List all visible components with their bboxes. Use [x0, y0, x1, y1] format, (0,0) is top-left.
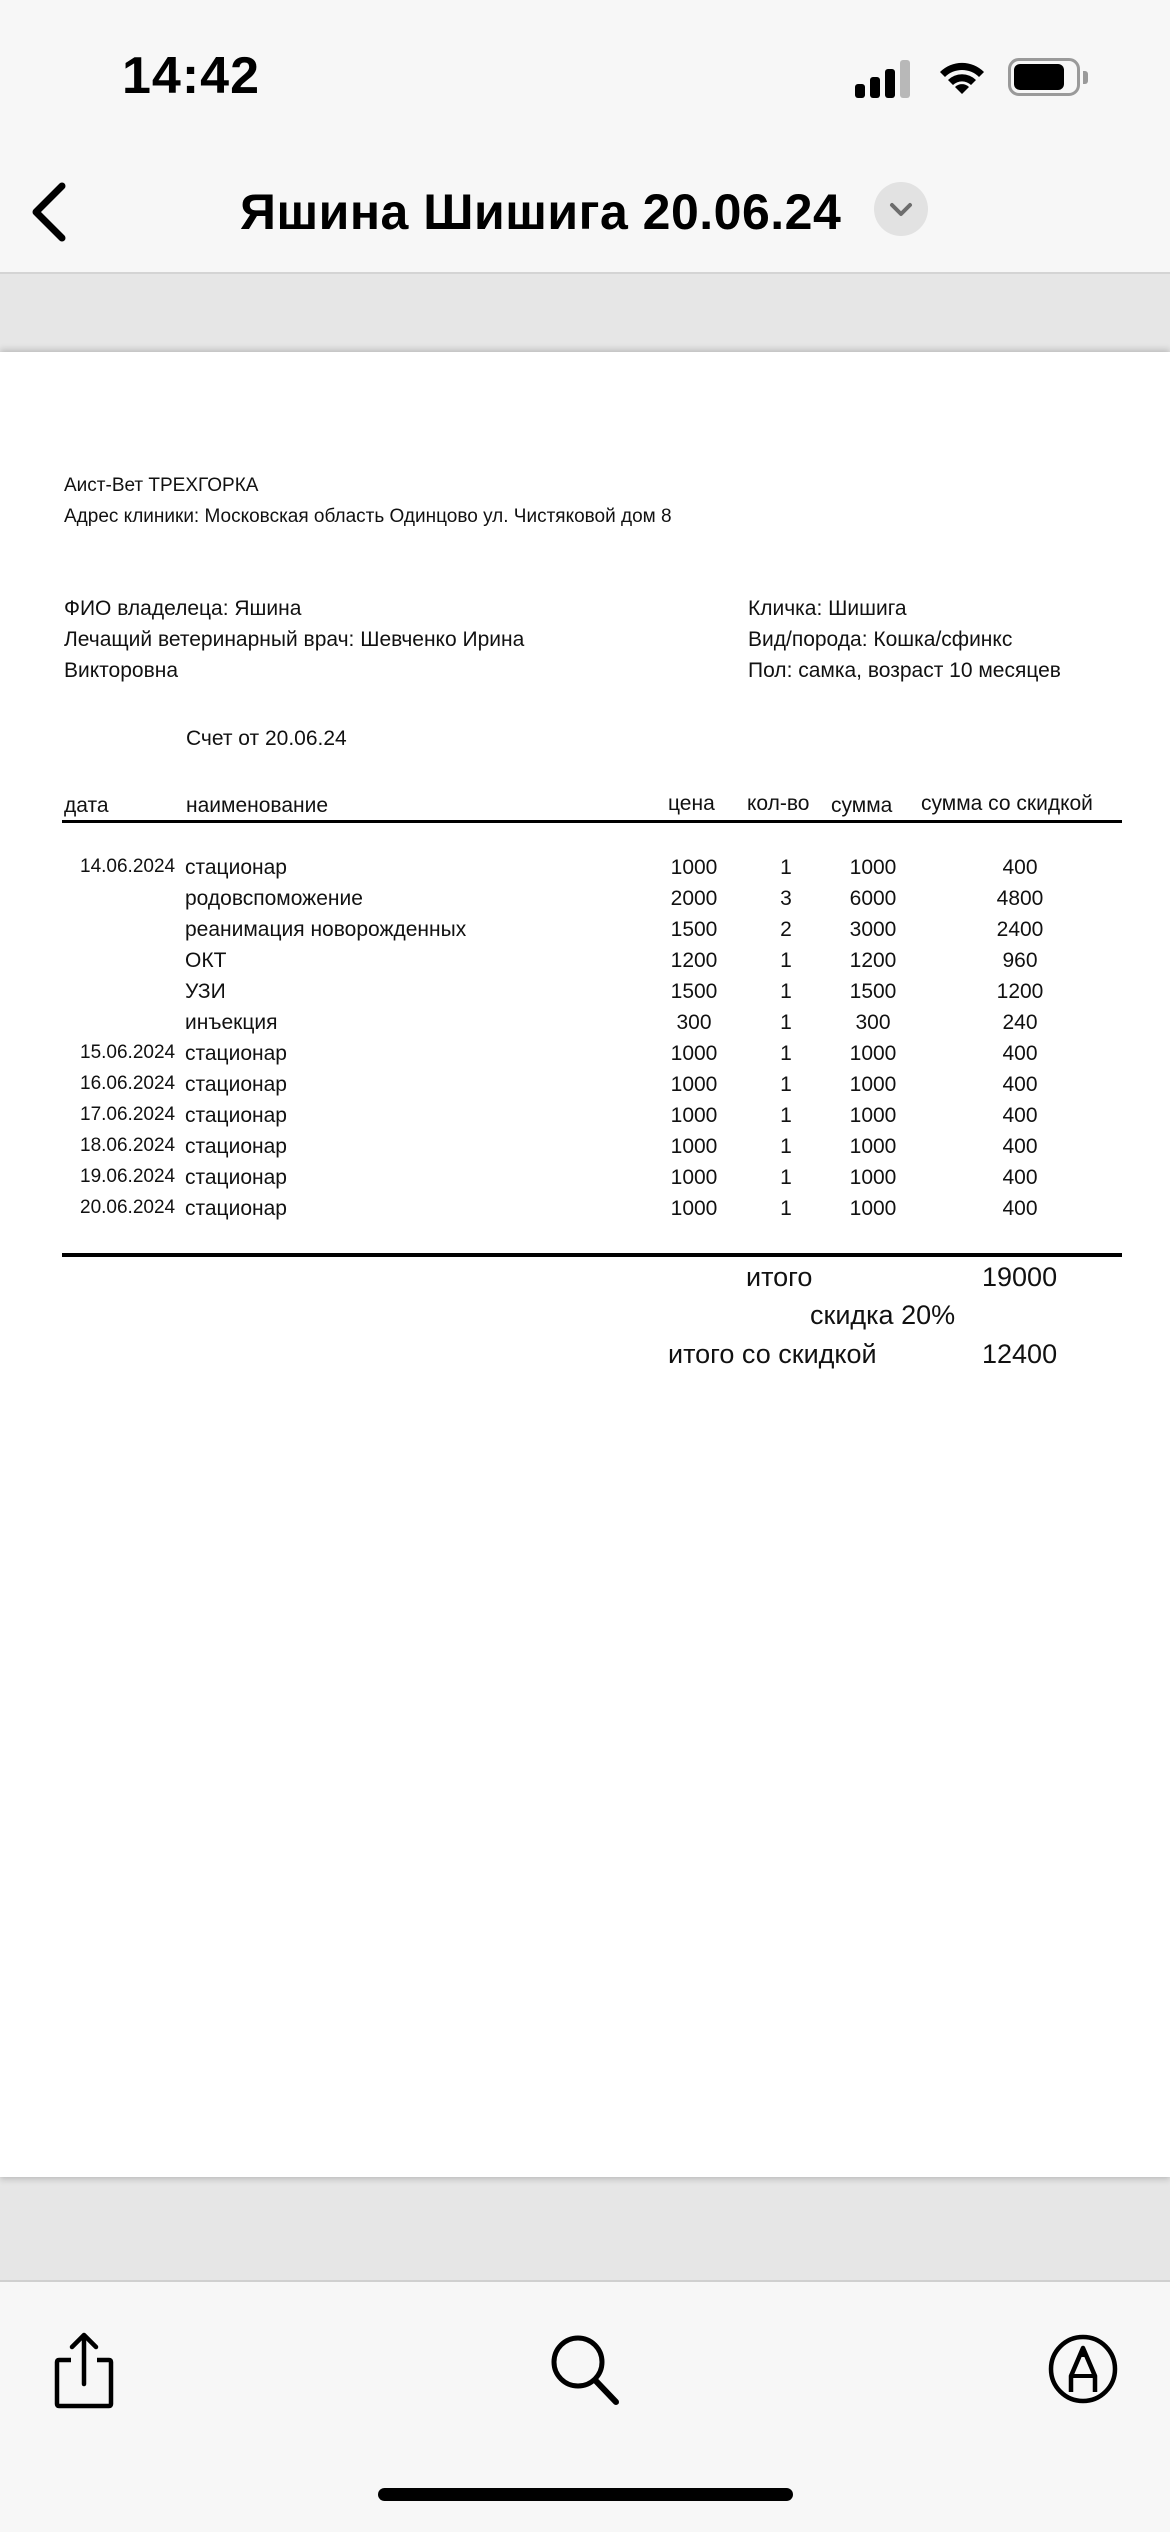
row-discount: 400	[1002, 1042, 1038, 1065]
row-date: 14.06.2024	[80, 856, 176, 877]
table-row	[0, 1197, 1170, 1228]
total-value: 19000	[982, 1262, 1058, 1292]
row-date: 17.06.2024	[80, 1104, 176, 1125]
row-discount: 4800	[996, 887, 1044, 910]
row-discount: 400	[1002, 1166, 1038, 1189]
row-discount: 2400	[996, 918, 1044, 941]
table-row	[0, 1166, 1170, 1197]
row-qty: 1	[780, 1042, 792, 1065]
table-row	[0, 1135, 1170, 1166]
row-name: стационар	[185, 1104, 287, 1127]
header-sum: сумма	[831, 794, 893, 817]
table-row	[0, 949, 1170, 980]
search-icon	[540, 2324, 630, 2414]
header-qty: кол-во	[747, 792, 810, 815]
share-icon	[39, 2324, 129, 2414]
row-name: стационар	[185, 1073, 287, 1096]
row-name: стационар	[185, 1135, 287, 1158]
row-discount: 400	[1002, 856, 1038, 879]
doctor-name-line1: Лечащий ветеринарный врач: Шевченко Ирина	[64, 628, 525, 651]
navigation-bar	[0, 150, 1170, 274]
search-button[interactable]	[540, 2324, 630, 2414]
header-price: цена	[668, 792, 715, 815]
total-discount-label: итого со скидкой	[668, 1339, 877, 1369]
table-row	[0, 887, 1170, 918]
row-sum: 1000	[849, 1073, 897, 1096]
wifi-icon	[936, 54, 988, 98]
row-sum: 1000	[849, 1197, 897, 1220]
table-row	[0, 980, 1170, 1011]
row-discount: 400	[1002, 1073, 1038, 1096]
battery-icon	[1008, 58, 1088, 96]
row-price: 1000	[670, 1166, 718, 1189]
row-qty: 1	[780, 949, 792, 972]
title-menu-button[interactable]	[874, 182, 928, 236]
row-qty: 1	[780, 1104, 792, 1127]
clinic-name: Аист-Вет ТРЕХГОРКА	[64, 475, 259, 496]
row-qty: 1	[780, 1135, 792, 1158]
row-sum: 1200	[849, 949, 897, 972]
row-qty: 1	[780, 1166, 792, 1189]
row-price: 1000	[670, 1104, 718, 1127]
row-name: инъекция	[185, 1011, 278, 1034]
document-page	[0, 352, 1170, 2177]
row-sum: 1000	[849, 1166, 897, 1189]
pet-breed: Вид/порода: Кошка/сфинкс	[748, 628, 1013, 651]
discount-label: скидка 20%	[810, 1300, 956, 1330]
table-row	[0, 1011, 1170, 1042]
row-date: 19.06.2024	[80, 1166, 176, 1187]
row-discount: 960	[1002, 949, 1038, 972]
chevron-down-icon	[874, 182, 928, 236]
header-name: наименование	[186, 794, 329, 817]
row-sum: 1500	[849, 980, 897, 1003]
status-time: 14:42	[122, 47, 260, 105]
row-qty: 1	[780, 1011, 792, 1034]
pet-sex-age: Пол: самка, возраст 10 месяцев	[748, 659, 1061, 682]
row-price: 1200	[670, 949, 718, 972]
row-price: 1000	[670, 1073, 718, 1096]
row-date: 18.06.2024	[80, 1135, 176, 1156]
table-row	[0, 1042, 1170, 1073]
row-discount: 240	[1002, 1011, 1038, 1034]
row-name: стационар	[185, 1197, 287, 1220]
row-price: 1500	[670, 918, 718, 941]
clinic-address: Адрес клиники: Московская область Одинцово ул. Чистяковой дом 8	[64, 506, 672, 527]
table-row	[0, 918, 1170, 949]
row-sum: 1000	[849, 1042, 897, 1065]
header-sum-discount: сумма со скидкой	[921, 792, 1093, 815]
row-price: 1000	[670, 1197, 718, 1220]
row-discount: 1200	[996, 980, 1044, 1003]
row-name: родовспоможение	[185, 887, 363, 910]
back-button[interactable]	[20, 172, 80, 252]
row-qty: 1	[780, 1073, 792, 1096]
status-bar	[0, 0, 1170, 150]
row-price: 1000	[670, 1042, 718, 1065]
header-date: дата	[64, 794, 109, 817]
row-discount: 400	[1002, 1197, 1038, 1220]
chevron-left-icon	[20, 172, 80, 252]
table-row	[0, 1104, 1170, 1135]
row-qty: 3	[780, 887, 792, 910]
row-name: реанимация новорожденных	[185, 918, 467, 941]
row-price: 300	[676, 1011, 712, 1034]
row-name: УЗИ	[185, 980, 226, 1003]
document-title: Яшина Шишига 20.06.24	[240, 184, 842, 240]
share-button[interactable]	[39, 2324, 129, 2414]
row-name: стационар	[185, 1042, 287, 1065]
row-sum: 1000	[849, 856, 897, 879]
total-discount-value: 12400	[982, 1339, 1058, 1369]
row-sum: 6000	[849, 887, 897, 910]
row-price: 1500	[670, 980, 718, 1003]
cellular-signal-icon	[855, 58, 911, 98]
row-name: стационар	[185, 856, 287, 879]
row-date: 15.06.2024	[80, 1042, 176, 1063]
row-qty: 1	[780, 856, 792, 879]
invoice-title: Счет от 20.06.24	[186, 727, 347, 750]
row-name: ОКТ	[185, 949, 227, 972]
row-price: 1000	[670, 856, 718, 879]
owner-name: ФИО владелеца: Яшина	[64, 597, 302, 620]
header-divider	[62, 820, 1122, 823]
markup-button[interactable]	[1038, 2324, 1128, 2414]
row-discount: 400	[1002, 1104, 1038, 1127]
table-row	[0, 856, 1170, 887]
row-discount: 400	[1002, 1135, 1038, 1158]
row-sum: 300	[855, 1011, 891, 1034]
home-indicator[interactable]	[378, 2488, 793, 2501]
nav-title-container[interactable]	[240, 172, 841, 252]
doctor-name-line2: Викторовна	[64, 659, 179, 682]
row-sum: 1000	[849, 1135, 897, 1158]
pet-name: Кличка: Шишига	[748, 597, 907, 620]
row-date: 20.06.2024	[80, 1197, 176, 1218]
row-qty: 1	[780, 980, 792, 1003]
row-price: 1000	[670, 1135, 718, 1158]
row-price: 2000	[670, 887, 718, 910]
table-row	[0, 1073, 1170, 1104]
row-qty: 1	[780, 1197, 792, 1220]
markup-pen-icon	[1038, 2324, 1128, 2414]
row-name: стационар	[185, 1166, 287, 1189]
totals-divider	[62, 1253, 1122, 1257]
row-sum: 3000	[849, 918, 897, 941]
row-sum: 1000	[849, 1104, 897, 1127]
row-date: 16.06.2024	[80, 1073, 176, 1094]
row-qty: 2	[780, 918, 792, 941]
total-label: итого	[746, 1262, 813, 1292]
